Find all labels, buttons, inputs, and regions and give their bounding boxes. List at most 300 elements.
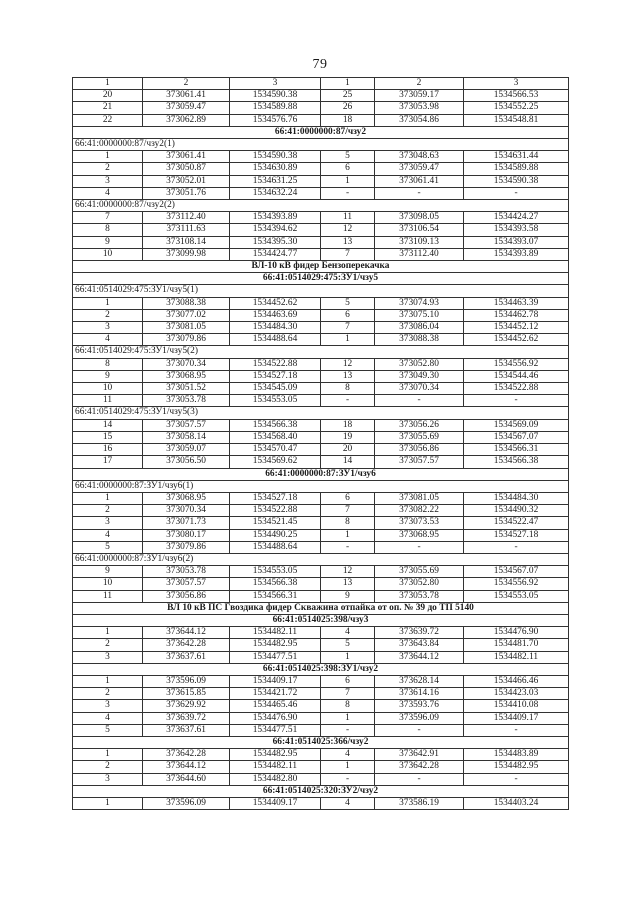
subsection-row: [73, 139, 569, 151]
table-cell: 373079.86: [143, 334, 230, 346]
table-row: [73, 309, 569, 321]
table-cell: 12: [321, 566, 375, 578]
table-row: [73, 651, 569, 663]
table-cell: 373061.41: [375, 175, 464, 187]
table-cell: 2: [73, 163, 143, 175]
table-cell: 1534590.38: [230, 151, 321, 163]
table-cell: 1534567.07: [464, 431, 569, 443]
table-cell: 1534476.90: [230, 712, 321, 724]
table-cell: 1534482.95: [230, 749, 321, 761]
table-row: [73, 712, 569, 724]
table-cell: 1534482.80: [230, 773, 321, 785]
table-cell: 1534553.05: [230, 395, 321, 407]
table-row: [73, 224, 569, 236]
table-row: [73, 175, 569, 187]
table-cell: 1534463.39: [464, 297, 569, 309]
table-cell: 1: [73, 749, 143, 761]
table-cell: 373628.14: [375, 675, 464, 687]
table-cell: 1534548.81: [464, 114, 569, 126]
table-cell: 9: [321, 590, 375, 602]
table-row: [73, 236, 569, 248]
table-cell: 1534393.07: [464, 236, 569, 248]
table-cell: 8: [321, 700, 375, 712]
table-cell: 3: [73, 517, 143, 529]
subsection-row: [73, 407, 569, 419]
table-header-row: [73, 78, 569, 90]
table-cell: 25: [321, 90, 375, 102]
subsection-title: 66:41:0000000:87/чзу2(1): [73, 139, 569, 151]
table-cell: 1534466.46: [464, 675, 569, 687]
table-row: [73, 456, 569, 468]
section-title: ВЛ 10 кВ ПС Гвоздика фидер Скважина отпайка от оп. № 39 до ТП 5140: [73, 602, 569, 614]
table-cell: 22: [73, 114, 143, 126]
table-row: [73, 639, 569, 651]
table-cell: 373053.78: [143, 395, 230, 407]
table-row: [73, 675, 569, 687]
table-cell: 1534403.24: [464, 797, 569, 809]
table-cell: 1534553.05: [464, 590, 569, 602]
table-cell: 373639.72: [143, 712, 230, 724]
table-cell: 1534395.30: [230, 236, 321, 248]
page-number: 79: [312, 57, 328, 72]
section-title: 66:41:0000000:87:ЗУ1/чзу6: [73, 468, 569, 480]
table-cell: 1534522.88: [230, 358, 321, 370]
section-title-row: [73, 126, 569, 138]
table-cell: 1534482.11: [230, 761, 321, 773]
table-cell: 1534410.08: [464, 700, 569, 712]
section-title: 66:41:0514025:366/чзу2: [73, 736, 569, 748]
table-cell: 13: [321, 236, 375, 248]
table-cell: 1: [321, 712, 375, 724]
table-cell: 1534527.18: [230, 370, 321, 382]
table-cell: 373644.12: [143, 761, 230, 773]
subsection-title: 66:41:0000000:87:ЗУ1/чзу6(1): [73, 480, 569, 492]
table-cell: 373070.34: [143, 358, 230, 370]
table-cell: 1534567.07: [464, 566, 569, 578]
header-cell: 2: [375, 78, 464, 90]
table-cell: -: [375, 541, 464, 553]
table-cell: 373596.09: [143, 797, 230, 809]
table-cell: 14: [321, 456, 375, 468]
table-cell: 1: [73, 797, 143, 809]
table-cell: 15: [73, 431, 143, 443]
table-cell: 1534590.38: [230, 90, 321, 102]
section-title: 66:41:0514025:320:ЗУ2/чзу2: [73, 785, 569, 797]
subsection-row: [73, 285, 569, 297]
table-cell: 1534481.70: [464, 639, 569, 651]
table-row: [73, 248, 569, 260]
table-cell: 11: [73, 590, 143, 602]
table-cell: 373629.92: [143, 700, 230, 712]
table-cell: 13: [321, 578, 375, 590]
table-cell: 1534482.11: [464, 651, 569, 663]
table-cell: 373086.04: [375, 322, 464, 334]
table-row: [73, 212, 569, 224]
table-row: [73, 505, 569, 517]
table-cell: 1534566.38: [230, 578, 321, 590]
table-cell: 373644.60: [143, 773, 230, 785]
table-cell: 373098.05: [375, 212, 464, 224]
table-cell: 373057.57: [375, 456, 464, 468]
table-cell: 373051.52: [143, 383, 230, 395]
table-cell: 1534631.25: [230, 175, 321, 187]
header-cell: 1: [73, 78, 143, 90]
table-cell: 373643.84: [375, 639, 464, 651]
table-cell: 1534490.32: [464, 505, 569, 517]
table-cell: 373061.41: [143, 151, 230, 163]
table-cell: 5: [321, 151, 375, 163]
table-cell: 373055.69: [375, 431, 464, 443]
table-cell: 1534477.51: [230, 651, 321, 663]
table-cell: 1534452.62: [464, 334, 569, 346]
table-cell: 373068.95: [375, 529, 464, 541]
table-cell: 14: [73, 419, 143, 431]
table-cell: 1: [321, 529, 375, 541]
table-cell: 18: [321, 114, 375, 126]
table-row: [73, 773, 569, 785]
table-row: [73, 151, 569, 163]
table-row: [73, 90, 569, 102]
table-cell: 1534589.88: [230, 102, 321, 114]
table-cell: 373056.86: [375, 444, 464, 456]
section-title: 66:41:0514025:398/чзу3: [73, 614, 569, 626]
section-title-row: [73, 663, 569, 675]
table-cell: 1534569.62: [230, 456, 321, 468]
table-cell: 1534452.12: [464, 322, 569, 334]
table-cell: 373062.89: [143, 114, 230, 126]
table-cell: 373054.86: [375, 114, 464, 126]
section-title-row: [73, 261, 569, 273]
table-row: [73, 114, 569, 126]
table-cell: 5: [321, 297, 375, 309]
table-cell: 6: [321, 309, 375, 321]
table-cell: 1534527.18: [464, 529, 569, 541]
table-cell: 16: [73, 444, 143, 456]
table-cell: 5: [73, 541, 143, 553]
table-cell: 9: [73, 370, 143, 382]
table-cell: 8: [321, 383, 375, 395]
subsection-title: 66:41:0000000:87:ЗУ1/чзу6(2): [73, 553, 569, 565]
table-cell: 9: [73, 566, 143, 578]
table-cell: 2: [73, 505, 143, 517]
table-cell: 1534482.11: [230, 627, 321, 639]
table-cell: 1534452.62: [230, 297, 321, 309]
table-row: [73, 395, 569, 407]
table-cell: 373057.57: [143, 578, 230, 590]
table-cell: 373049.30: [375, 370, 464, 382]
table-cell: 12: [321, 358, 375, 370]
table-cell: 373068.95: [143, 492, 230, 504]
table-cell: 6: [321, 163, 375, 175]
table-cell: 373053.78: [375, 590, 464, 602]
table-cell: 1534409.17: [464, 712, 569, 724]
table-cell: 1534566.31: [230, 590, 321, 602]
section-title: 66:41:0514029:475:ЗУ1/чзу5: [73, 273, 569, 285]
table-cell: 4: [73, 529, 143, 541]
table-cell: 6: [321, 492, 375, 504]
table-cell: 373088.38: [143, 297, 230, 309]
table-cell: -: [464, 187, 569, 199]
table-row: [73, 688, 569, 700]
subsection-title: 66:41:0514029:475:ЗУ1/чзу5(2): [73, 346, 569, 358]
table-cell: 3: [73, 700, 143, 712]
table-cell: 1534483.89: [464, 749, 569, 761]
table-cell: 373068.95: [143, 370, 230, 382]
table-cell: 373052.80: [375, 358, 464, 370]
table-cell: 1: [73, 675, 143, 687]
table-cell: 1: [73, 151, 143, 163]
table-cell: 1534569.09: [464, 419, 569, 431]
table-row: [73, 419, 569, 431]
table-cell: 373052.80: [375, 578, 464, 590]
table-cell: -: [375, 724, 464, 736]
table-cell: -: [464, 773, 569, 785]
table-cell: 4: [73, 334, 143, 346]
table-cell: 1534465.46: [230, 700, 321, 712]
table-row: [73, 163, 569, 175]
table-cell: 4: [321, 749, 375, 761]
table-cell: 1: [321, 334, 375, 346]
table-cell: 373059.47: [143, 102, 230, 114]
table-row: [73, 492, 569, 504]
table-cell: 373106.54: [375, 224, 464, 236]
table-cell: 1534566.38: [464, 456, 569, 468]
subsection-row: [73, 346, 569, 358]
table-cell: 373061.41: [143, 90, 230, 102]
table-row: [73, 700, 569, 712]
table-cell: 1: [321, 651, 375, 663]
table-cell: 373614.16: [375, 688, 464, 700]
section-title-row: [73, 785, 569, 797]
table-cell: 18: [321, 419, 375, 431]
subsection-title: 66:41:0514029:475:ЗУ1/чзу5(3): [73, 407, 569, 419]
table-cell: 1534484.30: [230, 322, 321, 334]
table-cell: 373642.28: [143, 749, 230, 761]
table-cell: -: [321, 724, 375, 736]
section-title-row: [73, 273, 569, 285]
table-cell: 26: [321, 102, 375, 114]
table-cell: 11: [73, 395, 143, 407]
table-cell: 1: [73, 492, 143, 504]
section-title-row: [73, 468, 569, 480]
table-cell: 1534490.25: [230, 529, 321, 541]
table-cell: 3: [73, 175, 143, 187]
table-cell: 7: [73, 212, 143, 224]
section-title: 66:41:0000000:87/чзу2: [73, 126, 569, 138]
table-cell: 12: [321, 224, 375, 236]
table-cell: 7: [321, 688, 375, 700]
table-row: [73, 578, 569, 590]
table-cell: 1: [321, 175, 375, 187]
table-cell: 1534566.53: [464, 90, 569, 102]
table-row: [73, 370, 569, 382]
table-cell: 4: [321, 627, 375, 639]
table-cell: 20: [321, 444, 375, 456]
table-cell: 373074.93: [375, 297, 464, 309]
table-cell: 373088.38: [375, 334, 464, 346]
section-title: 66:41:0514025:398:ЗУ1/чзу2: [73, 663, 569, 675]
table-cell: 1534393.58: [464, 224, 569, 236]
table-cell: 1534527.18: [230, 492, 321, 504]
table-cell: 373051.76: [143, 187, 230, 199]
table-cell: 2: [73, 761, 143, 773]
coordinates-table: [72, 77, 569, 810]
table-cell: 373615.85: [143, 688, 230, 700]
table-cell: -: [464, 395, 569, 407]
table-cell: -: [321, 773, 375, 785]
table-cell: 1534394.62: [230, 224, 321, 236]
table-cell: 7: [321, 248, 375, 260]
table-cell: 373059.47: [375, 163, 464, 175]
table-cell: 373637.61: [143, 651, 230, 663]
table-cell: 5: [73, 724, 143, 736]
table-cell: 373070.34: [143, 505, 230, 517]
header-cell: 1: [321, 78, 375, 90]
table-cell: 1534484.30: [464, 492, 569, 504]
section-title: ВЛ-10 кВ фидер Бензоперекачка: [73, 261, 569, 273]
table-cell: 373080.17: [143, 529, 230, 541]
table-cell: 2: [73, 688, 143, 700]
table-cell: 1534576.76: [230, 114, 321, 126]
table-cell: 373075.10: [375, 309, 464, 321]
subsection-row: [73, 553, 569, 565]
subsection-title: 66:41:0514029:475:ЗУ1/чзу5(1): [73, 285, 569, 297]
table-cell: 20: [73, 90, 143, 102]
table-cell: 373071.73: [143, 517, 230, 529]
table-row: [73, 444, 569, 456]
table-cell: 373082.22: [375, 505, 464, 517]
table-cell: -: [321, 395, 375, 407]
table-cell: 373079.86: [143, 541, 230, 553]
table-cell: 373081.05: [143, 322, 230, 334]
table-row: [73, 334, 569, 346]
table-cell: 8: [73, 358, 143, 370]
table-cell: 1534590.38: [464, 175, 569, 187]
header-cell: 2: [143, 78, 230, 90]
table-cell: 11: [321, 212, 375, 224]
table-cell: 373112.40: [143, 212, 230, 224]
table-cell: 373642.91: [375, 749, 464, 761]
table-cell: 1534393.89: [464, 248, 569, 260]
table-row: [73, 383, 569, 395]
table-cell: 1534521.45: [230, 517, 321, 529]
table-cell: 373642.28: [143, 639, 230, 651]
table-cell: 373048.63: [375, 151, 464, 163]
table-cell: 1534630.89: [230, 163, 321, 175]
table-cell: 7: [321, 505, 375, 517]
table-cell: 373056.26: [375, 419, 464, 431]
table-cell: 373111.63: [143, 224, 230, 236]
table-cell: 1534488.64: [230, 541, 321, 553]
table-cell: 1534488.64: [230, 334, 321, 346]
table-cell: -: [375, 773, 464, 785]
table-row: [73, 797, 569, 809]
table-cell: 1534482.95: [464, 761, 569, 773]
table-cell: 1534568.40: [230, 431, 321, 443]
table-cell: 3: [73, 651, 143, 663]
table-cell: 4: [321, 797, 375, 809]
table-cell: 19: [321, 431, 375, 443]
table-cell: 1: [73, 297, 143, 309]
table-row: [73, 541, 569, 553]
table-cell: 373586.19: [375, 797, 464, 809]
table-cell: 373109.13: [375, 236, 464, 248]
table-row: [73, 102, 569, 114]
table-cell: 373593.76: [375, 700, 464, 712]
table-cell: 373596.09: [143, 675, 230, 687]
section-title-row: [73, 736, 569, 748]
table-cell: 1534409.17: [230, 797, 321, 809]
table-cell: 373637.61: [143, 724, 230, 736]
table-row: [73, 566, 569, 578]
table-row: [73, 358, 569, 370]
table-cell: -: [464, 724, 569, 736]
table-cell: 10: [73, 383, 143, 395]
table-row: [73, 724, 569, 736]
table-cell: 1534409.17: [230, 675, 321, 687]
table-cell: -: [375, 187, 464, 199]
table-cell: 373081.05: [375, 492, 464, 504]
table-cell: 373050.87: [143, 163, 230, 175]
table-cell: -: [464, 541, 569, 553]
table-cell: 373099.98: [143, 248, 230, 260]
table-cell: 3: [73, 773, 143, 785]
table-row: [73, 761, 569, 773]
header-cell: 3: [230, 78, 321, 90]
subsection-row: [73, 480, 569, 492]
table-cell: 373070.34: [375, 383, 464, 395]
table-cell: 1534522.88: [464, 383, 569, 395]
table-cell: 1534476.90: [464, 627, 569, 639]
header-cell: 3: [464, 78, 569, 90]
table-cell: 10: [73, 578, 143, 590]
table-cell: 1534522.88: [230, 505, 321, 517]
table-cell: 373642.28: [375, 761, 464, 773]
table-cell: -: [321, 187, 375, 199]
table-cell: 373055.69: [375, 566, 464, 578]
table-cell: 373058.14: [143, 431, 230, 443]
table-cell: 1534423.03: [464, 688, 569, 700]
table-cell: 1534522.47: [464, 517, 569, 529]
table-cell: 1534424.27: [464, 212, 569, 224]
table-cell: 1534556.92: [464, 358, 569, 370]
table-row: [73, 187, 569, 199]
table-cell: 10: [73, 248, 143, 260]
table-cell: 9: [73, 236, 143, 248]
table-cell: 17: [73, 456, 143, 468]
subsection-row: [73, 200, 569, 212]
table-cell: 1534545.09: [230, 383, 321, 395]
table-cell: 373639.72: [375, 627, 464, 639]
table-cell: 373108.14: [143, 236, 230, 248]
table-row: [73, 322, 569, 334]
subsection-title: 66:41:0000000:87/чзу2(2): [73, 200, 569, 212]
table-cell: 1534570.47: [230, 444, 321, 456]
table-cell: 8: [321, 517, 375, 529]
table-cell: 2: [73, 639, 143, 651]
table-cell: 373077.02: [143, 309, 230, 321]
table-cell: 7: [321, 322, 375, 334]
table-cell: 373056.86: [143, 590, 230, 602]
table-cell: 1534552.25: [464, 102, 569, 114]
table-cell: 6: [321, 675, 375, 687]
table-cell: 373059.17: [375, 90, 464, 102]
table-row: [73, 590, 569, 602]
table-cell: 2: [73, 309, 143, 321]
table-cell: -: [321, 541, 375, 553]
table-cell: 373644.12: [143, 627, 230, 639]
table-cell: 1534482.95: [230, 639, 321, 651]
